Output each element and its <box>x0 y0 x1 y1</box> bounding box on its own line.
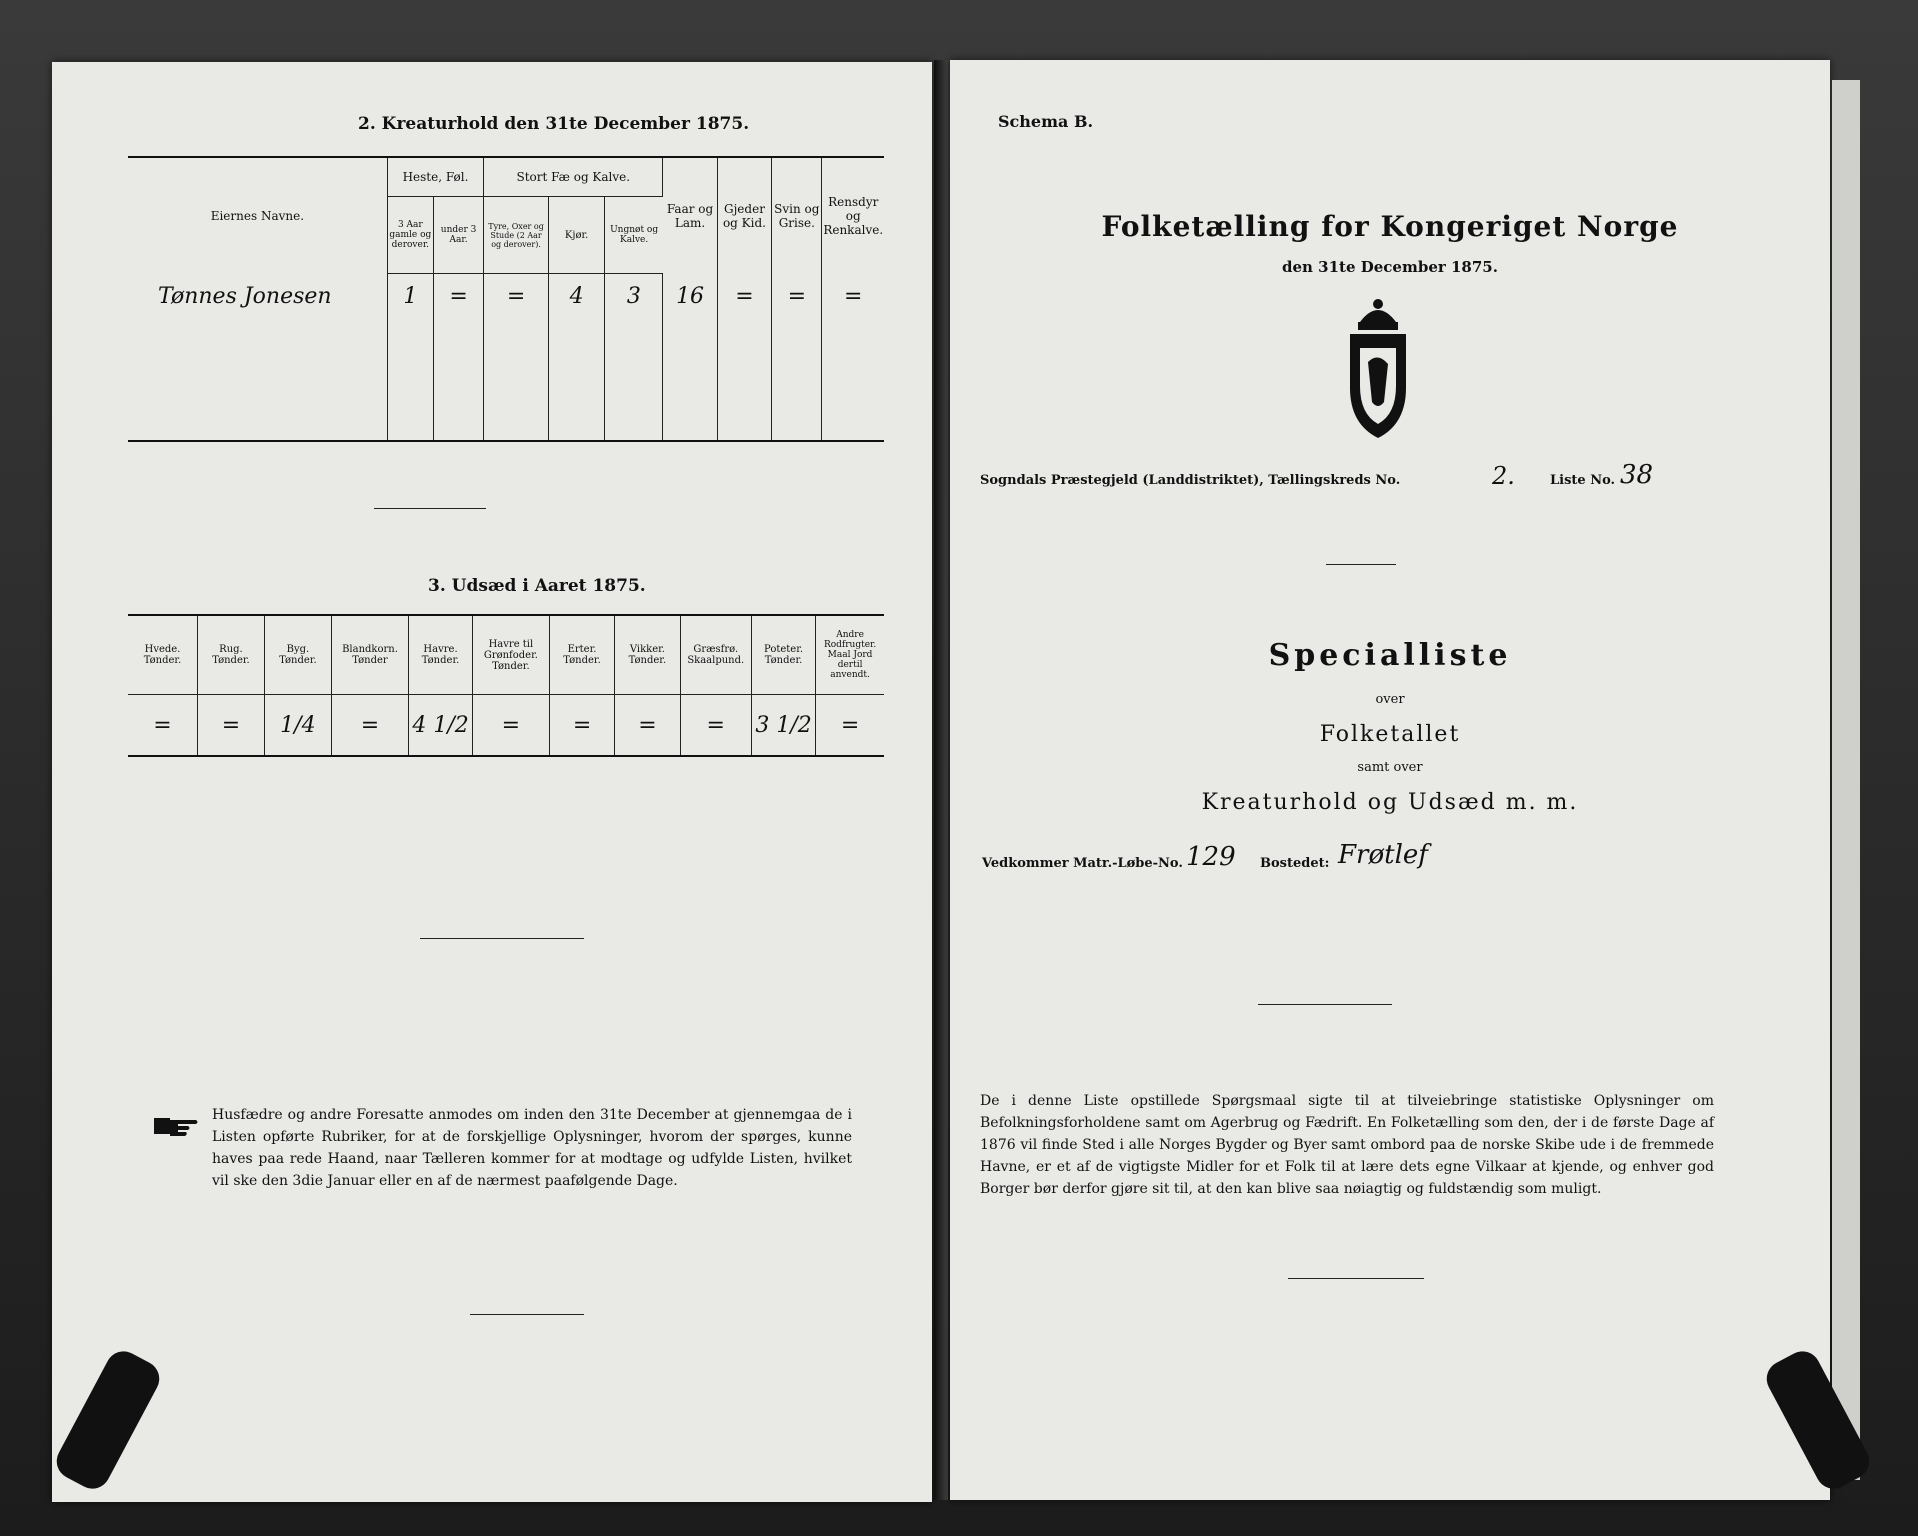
owner-name: Tønnes Jonesen <box>158 284 332 309</box>
matr-number: 129 <box>1186 842 1236 872</box>
seed-header-vikker: Vikker. Tønder. <box>615 615 680 695</box>
seed-value-hvede: = <box>153 712 172 738</box>
seed-header-blandkorn: Blandkorn. Tønder <box>331 615 408 695</box>
seed-table <box>128 614 884 757</box>
section3-title: 3. Udsæd i Aaret 1875. <box>428 576 646 596</box>
horses-group-header: Heste, Føl. <box>387 157 483 197</box>
document-subtitle: den 31te December 1875. <box>1282 258 1498 276</box>
divider-3 <box>470 1314 584 1315</box>
bulls-value: = <box>506 284 526 310</box>
bulls-header: Tyre, Oxer og Stude (2 Aar og derover). <box>484 197 549 274</box>
list-label: Liste No. <box>1550 473 1616 488</box>
specialliste-heading: Specialliste <box>1268 638 1512 673</box>
pointing-hand-icon <box>152 1112 200 1138</box>
seed-value-erter: = <box>572 712 592 738</box>
sheep-value: 16 <box>676 284 705 309</box>
pigs-header: Svin og Grise. <box>772 157 822 274</box>
seed-value-gronfoder: = <box>501 712 521 738</box>
seed-header-havre: Havre. Tønder. <box>409 615 473 695</box>
sheep-header: Faar og Lam. <box>663 157 717 274</box>
document-title: Folketælling for Kongeriget Norge <box>1101 210 1679 243</box>
schema-label: Schema B. <box>998 112 1094 131</box>
bosted-label: Bostedet: <box>1260 856 1330 871</box>
left-page <box>52 62 932 1502</box>
over-label: over <box>1375 692 1405 707</box>
section2-title: 2. Kreaturhold den 31te December 1875. <box>358 114 750 134</box>
divider-right-2 <box>1258 1004 1392 1005</box>
cows-value: 4 <box>569 284 584 310</box>
bosted-value: Frøtlef <box>1338 840 1428 870</box>
notice-paragraph: Husfædre og andre Foresatte anmodes om inden den 31te December at gjennemgaa de i Listen opførte Rubriker, for at de forskjellige Oplysninger, hvorom der spørges, kunne haves paa rede Haand, naar Tælleren kommer for at modtage og udfylde Listen, hvilket vil ske den 3die Januar eller en af de nærmest paafølgende Dage. <box>212 1107 852 1189</box>
seed-header-hvede: Hvede. Tønder. <box>128 615 198 695</box>
owner-header: Eiernes Navne. <box>128 157 387 274</box>
right-page <box>950 60 1830 1500</box>
seed-value-rodfrugter: = <box>840 712 860 738</box>
seed-value-poteter: 3 1/2 <box>755 712 812 738</box>
seed-header-byg: Byg. Tønder. <box>264 615 331 695</box>
seed-header-gronfoder: Havre til Grønfoder. Tønder. <box>472 615 549 695</box>
reindeer-header: Rensdyr og Renkalve. <box>822 157 884 274</box>
divider-2 <box>420 938 584 939</box>
book-gutter <box>934 60 948 1500</box>
seed-value-havre: 4 1/2 <box>412 712 469 738</box>
seed-header-rodfrugter: Andre Rodfrugter. Maal Jord dertil anvendt. <box>816 615 884 695</box>
seed-value-rug: = <box>221 712 241 738</box>
folketallet-heading: Folketallet <box>1319 722 1461 747</box>
livestock-table <box>128 156 884 442</box>
seed-header-erter: Erter. Tønder. <box>549 615 614 695</box>
young-cattle-value: 3 <box>626 284 641 310</box>
seed-value-blandkorn: = <box>360 712 380 738</box>
seed-value-vikker: = <box>638 712 657 738</box>
parish-line: Sogndals Præstegjeld (Landdistriktet), Tællingskreds No. <box>980 473 1401 488</box>
cattle-group-header: Stort Fæ og Kalve. <box>484 157 663 197</box>
horses-young-value: = <box>449 284 468 310</box>
seed-value-graesfro: = <box>706 712 725 738</box>
young-cattle-header: Ungnøt og Kalve. <box>605 197 663 274</box>
seed-header-graesfro: Græsfrø. Skaalpund. <box>680 615 751 695</box>
list-number: 38 <box>1620 460 1654 490</box>
divider-right-3 <box>1288 1278 1424 1279</box>
reindeer-value: = <box>844 284 863 309</box>
goats-header: Gjeder og Kid. <box>717 157 771 274</box>
seed-value-byg: 1/4 <box>280 712 316 738</box>
horses-old-header: 3 Aar gamle og derover. <box>387 197 433 274</box>
horses-young-header: under 3 Aar. <box>433 197 483 274</box>
matr-label: Vedkommer Matr.-Løbe-No. <box>982 856 1183 871</box>
seed-header-poteter: Poteter. Tønder. <box>751 615 815 695</box>
divider-1 <box>374 508 486 509</box>
explanation-paragraph: De i denne Liste opstillede Spørgsmaal sigte til at tilveiebringe statistiske Oplysninger om Befolkningsforholdene samt om Agerbrug og Fædrift. En Folketælling som den, der i de første Dage af 1876 vil finde Sted i alle Norges Bygder og Byer samt ombord paa de norske Skibe ude i de fremmede Havne, er et af de vigtigste Midler for et Folk til at lære dets egne Vilkaar at kjende, og enhver god Borger bør derfor gjøre sit til, at den kan blive saa nøiagtig og fuldstændig som muligt. <box>980 1093 1714 1197</box>
district-number: 2. <box>1492 462 1515 490</box>
seed-header-rug: Rug. Tønder. <box>198 615 265 695</box>
coat-of-arms-icon <box>1330 292 1426 442</box>
kreaturhold-heading: Kreaturhold og Udsæd m. m. <box>1201 790 1579 815</box>
cows-header: Kjør. <box>548 197 604 274</box>
goats-value: = <box>735 284 754 309</box>
horses-old-value: 1 <box>403 284 418 310</box>
samt-over-label: samt over <box>1357 760 1423 775</box>
underlying-page-edge <box>1832 80 1860 1480</box>
pigs-value: = <box>787 284 807 309</box>
divider-right-1 <box>1326 564 1396 565</box>
